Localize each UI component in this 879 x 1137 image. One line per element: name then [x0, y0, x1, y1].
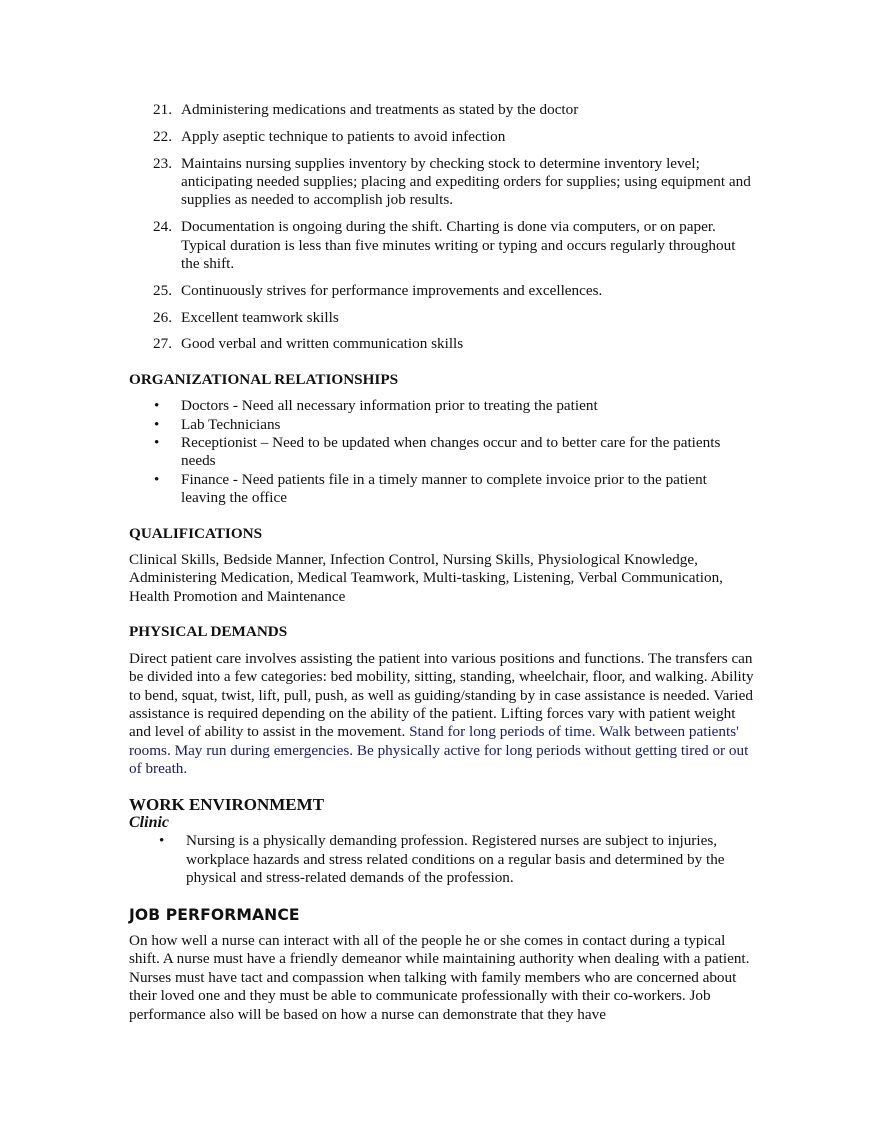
bullet: •	[154, 415, 160, 433]
work-list	[129, 832, 755, 887]
physical-text-highlight: Stand for long periods of time. Walk between patients' rooms. May run during emergencies. Be physically active for long periods without getting tired or out of breath.	[129, 723, 749, 778]
physical-heading: PHYSICAL DEMANDS	[129, 623, 288, 641]
duty-number: 21.	[153, 101, 172, 118]
physical-paragraph	[129, 650, 755, 779]
org-item-text: Finance - Need patients file in a timely manner to complete invoice prior to the patient leaving the office	[181, 470, 707, 507]
duty-text: Administering medications and treatments as stated by the doctor	[181, 101, 579, 118]
org-item-text: Doctors - Need all necessary information prior to treating the patient	[181, 397, 598, 415]
duties-list	[129, 101, 755, 354]
duty-text: Continuously strives for performance improvements and excellences.	[181, 281, 603, 299]
duty-text: Maintains nursing supplies inventory by checking stock to determine inventory level; anticipating needed supplies; placing and expediting orders for supplies; using equipment and supplies as needed to accomplish job results.	[181, 154, 751, 209]
org-item-text: Receptionist – Need to be updated when changes occur and to better care for the patients needs	[181, 434, 721, 470]
performance-heading: JOB PERFORMANCE	[129, 905, 300, 924]
duty-number: 24.	[153, 218, 172, 236]
work-item	[129, 832, 755, 887]
duty-item	[129, 155, 755, 210]
qualifications-text: Clinical Skills, Bedside Manner, Infection Control, Nursing Skills, Physiological Knowledge, Administering Medication, Medical Teamwork, Multi-tasking, Listening, Verbal Communication, Health Promotion and Maintenance	[129, 551, 723, 605]
duty-text: Documentation is ongoing during the shift. Charting is done via computers, or on paper. Typical duration is less than five minutes writing or typing and occurs regularly throughout the shift.	[181, 218, 736, 273]
performance-text: On how well a nurse can interact with all of the people he or she comes in contact during a typical shift. A nurse must have a friendly demeanor while maintaining authority when dealing with a patient. Nurses must have tact and compassion when talking with family members who are concerned about their loved one and they must be able to communicate professionally with their co-workers. Job performance also will be based on how a nurse can demonstrate that they have	[129, 931, 750, 1023]
duty-text: Excellent teamwork skills	[181, 308, 339, 326]
org-list	[129, 397, 755, 507]
document-page	[129, 101, 755, 1024]
duty-item	[129, 309, 755, 327]
duty-item	[129, 128, 755, 146]
duty-item	[129, 335, 755, 353]
duty-item	[129, 218, 755, 273]
duty-text: Good verbal and written communication skills	[181, 335, 464, 353]
bullet: •	[154, 470, 160, 488]
work-subheading: Clinic	[129, 813, 170, 831]
org-item-text: Lab Technicians	[181, 415, 281, 433]
org-item	[129, 434, 755, 471]
duty-number: 26.	[153, 308, 172, 326]
work-heading: WORK ENVIRONMEMT	[129, 794, 325, 814]
qualifications-heading: QUALIFICATIONS	[129, 524, 263, 542]
duty-number: 22.	[153, 127, 172, 145]
bullet: •	[154, 434, 160, 452]
duty-text: Apply aseptic technique to patients to avoid infection	[181, 127, 506, 145]
org-item	[129, 397, 755, 415]
org-item	[129, 471, 755, 508]
duty-item	[129, 282, 755, 300]
duty-number: 27.	[153, 335, 172, 353]
bullet: •	[159, 832, 165, 850]
org-heading: ORGANIZATIONAL RELATIONSHIPS	[129, 370, 399, 388]
duty-number: 25.	[153, 281, 172, 299]
duty-item	[129, 101, 755, 119]
bullet: •	[154, 397, 160, 415]
org-item	[129, 416, 755, 434]
duty-number: 23.	[153, 154, 172, 172]
work-item-text: Nursing is a physically demanding profession. Registered nurses are subject to injuries, workplace hazards and stress related conditions on a regular basis and determined by the physical and stress-related demands of the profession.	[186, 832, 725, 887]
physical-text: Direct patient care involves assisting the patient into various positions and functions. The transfers can be divided into a few categories: bed mobility, sitting, standing, wheelchair, floor, and walking. Ability to bend, squat, twist, lift, pull, push, as well as guiding/standing by in case assistance is needed. Varied assistance is required depending on the ability of the patient. Lifting forces vary with patient weight and level of ability to assist in the movement.	[129, 649, 754, 741]
